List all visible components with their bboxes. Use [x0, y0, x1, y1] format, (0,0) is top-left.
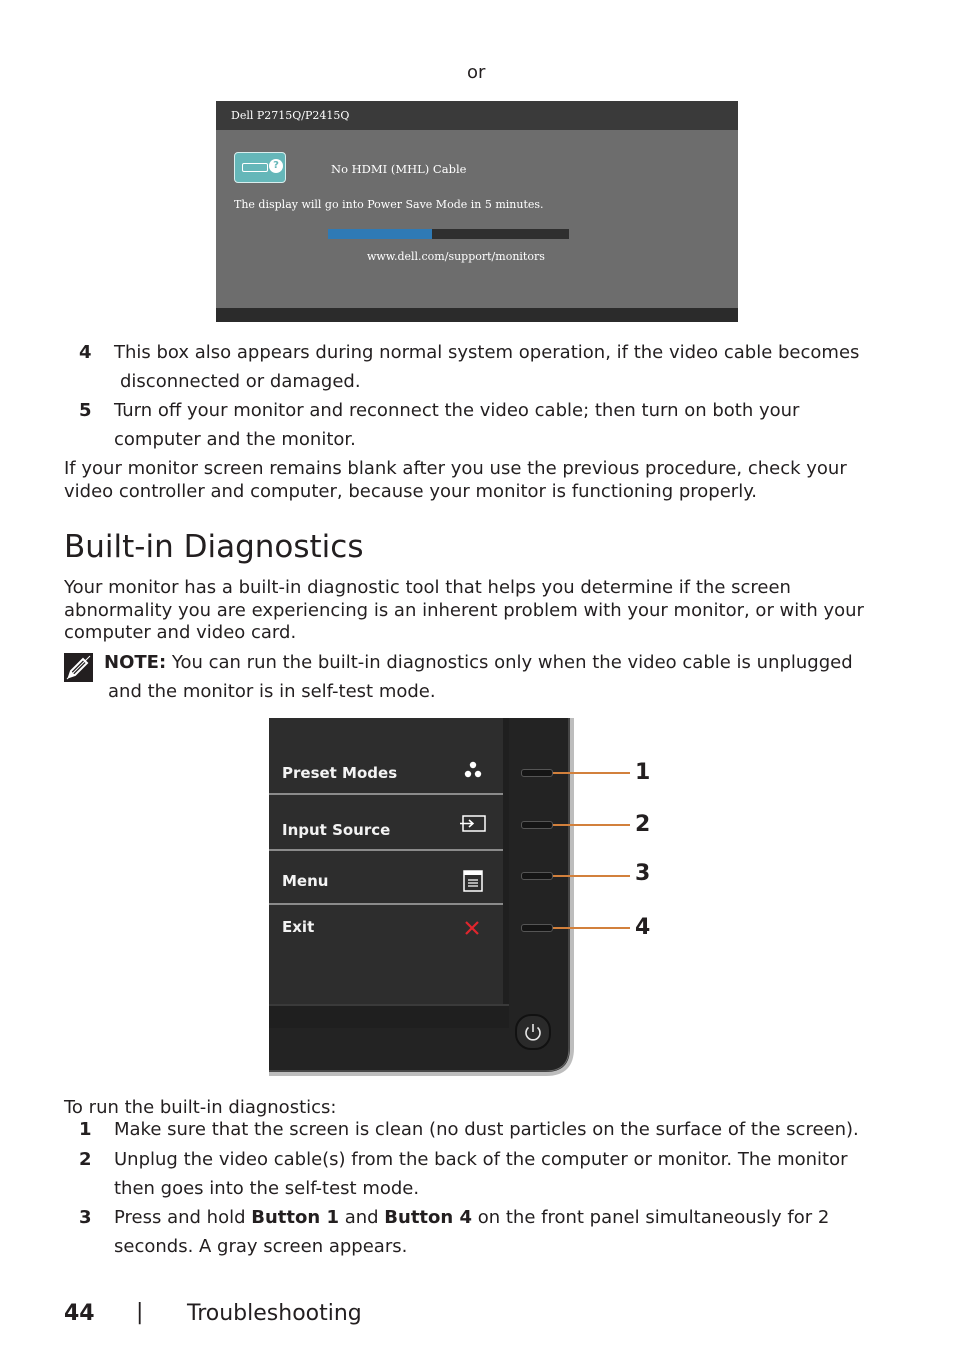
menu-item-preset-modes: Preset Modes [269, 745, 503, 799]
osd-menu-panel [269, 718, 503, 1004]
button-1-label: Button 1 [251, 1207, 339, 1228]
step-text-cont: computer and the monitor. [114, 429, 356, 450]
osd-power-save-text: The display will go into Power Save Mode in 5 minutes. [234, 198, 544, 211]
exit-x-icon [464, 920, 480, 936]
menu-icon [463, 870, 483, 892]
osd-title-bar [216, 101, 738, 130]
step-text: Unplug the video cable(s) from the back of the computer or monitor. The monitor [114, 1149, 848, 1170]
step-number: 4 [79, 342, 92, 363]
run-intro: To run the built-in diagnostics: [64, 1097, 337, 1118]
step-text: Press and hold Button 1 and Button 4 on the front panel simultaneously for 2 [114, 1207, 830, 1228]
note-line [104, 651, 853, 674]
footer-separator: | [136, 1300, 144, 1325]
osd-progress-bar [328, 229, 569, 239]
step-number: 5 [79, 400, 92, 421]
step-number: 3 [79, 1207, 92, 1228]
note-label: NOTE: [104, 652, 167, 673]
step-text: Turn off your monitor and reconnect the video cable; then turn on both your [114, 400, 800, 421]
paragraph-line: If your monitor screen remains blank after you use the previous procedure, check your [64, 458, 847, 479]
step-number: 2 [79, 1149, 92, 1170]
step-text-cont: disconnected or damaged. [120, 371, 361, 392]
or-text: or [467, 62, 486, 83]
menu-item-exit: Exit [269, 905, 503, 959]
power-icon [517, 1016, 549, 1048]
osd-title: Dell P2715Q/P2415Q [231, 109, 350, 122]
step-number: 1 [79, 1119, 92, 1140]
callout-3: 3 [635, 861, 651, 886]
osd-dialog [216, 101, 738, 322]
step-text: Make sure that the screen is clean (no dust particles on the surface of the screen). [114, 1119, 859, 1140]
note-line-cont: and the monitor is in self-test mode. [108, 681, 436, 702]
hdmi-cable-question-icon: ? [234, 152, 286, 183]
callout-2: 2 [635, 812, 651, 837]
section-heading: Built-in Diagnostics [64, 529, 364, 565]
step-text-cont: seconds. A gray screen appears. [114, 1236, 408, 1257]
power-button[interactable] [515, 1014, 551, 1050]
monitor-diagram [269, 718, 577, 1078]
note-text: You can run the built-in diagnostics only when the video cable is unplugged [166, 652, 853, 673]
pencil-note-icon [64, 653, 93, 682]
callout-lines [540, 760, 640, 940]
page-number: 44 [64, 1301, 95, 1326]
preset-modes-icon [463, 761, 483, 779]
intro-line: Your monitor has a built-in diagnostic tool that helps you determine if the screen [64, 577, 791, 598]
input-source-icon [459, 814, 487, 834]
step-text: This box also appears during normal system operation, if the video cable becomes [114, 342, 860, 363]
paragraph-line: video controller and computer, because your monitor is functioning properly. [64, 481, 758, 502]
callout-4: 4 [635, 915, 651, 940]
osd-progress-fill [328, 229, 432, 239]
osd-message: No HDMI (MHL) Cable [331, 162, 467, 176]
menu-item-menu: Menu [269, 851, 503, 905]
footer-section: Troubleshooting [187, 1301, 362, 1326]
button-4-label: Button 4 [384, 1207, 472, 1228]
step-text-cont: then goes into the self-test mode. [114, 1178, 420, 1199]
osd-support-url: www.dell.com/support/monitors [367, 250, 545, 263]
callout-1: 1 [635, 760, 651, 785]
intro-line: computer and video card. [64, 622, 297, 643]
osd-bottom-bar [216, 308, 738, 322]
intro-line: abnormality you are experiencing is an inherent problem with your monitor, or with your [64, 600, 864, 621]
menu-item-input-source: Input Source [269, 795, 503, 849]
